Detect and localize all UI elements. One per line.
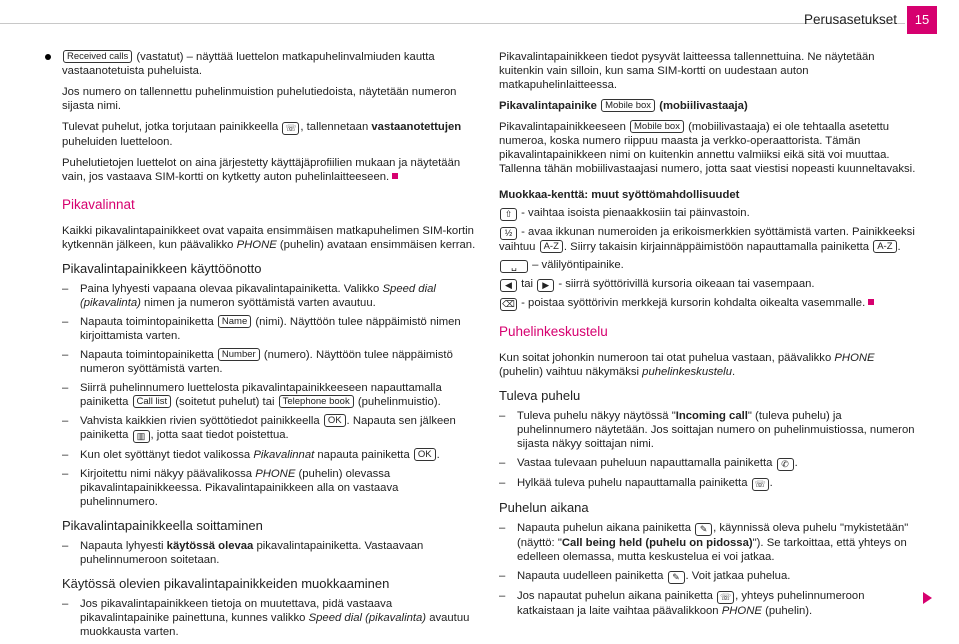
subheading-during-call: Puhelun aikana [499,500,589,515]
page-number: 15 [907,6,937,34]
cursor-row: ◀ tai ▶ - siirrä syöttörivillä kursoria oikeaan tai vasempaan. [499,277,917,292]
backspace-row: ⌫ - poistaa syöttörivin merkkejä kursorin kohdalta oikealta vasemmalle. [499,296,917,311]
ok-key: OK [414,448,436,461]
list-item: – Napauta puhelun aikana painiketta ✎ , käynnissä oleva puhelu "mykistetään" (näyttö: "Call being held (puhelu on pidossa)"). Se tarkoittaa, että yhteys on edelleen olemassa, mutta keskustelua ei voi jatkaa. [499,521,917,564]
end-of-section-marker [868,299,874,305]
name-key: Name [218,315,251,328]
list-item: – Napauta uudelleen painiketta ✎ . Voit jatkaa puhelua. [499,569,917,584]
list-item: – Jos pikavalintapainikkeen tietoja on muutettava, pidä vastaava pikavalintapainike painettuna, kunnes valikko Speed dial (pikavalinta) avautuu muokkausta varten. [62,597,479,639]
list-item: – Vastaa tulevaan puheluun napauttamalla painiketta ✆ . [499,456,917,471]
section-heading-puhelinkeskustelu: Puhelinkeskustelu [499,324,608,339]
subheading-input-options: Muokkaa-kenttä: muut syöttömahdollisuudet [499,189,740,201]
a-z-key: A-Z [873,240,896,253]
subheading-calling: Pikavalintapainikkeella soittaminen [62,518,263,533]
list-item: – Napauta toimintopainiketta Name (nimi). Näyttöön tulee näppäimistö nimen kirjoittamista varten. [62,315,479,343]
phone-hangup-icon: ☏ [282,122,299,135]
mobile-box-key: Mobile box [601,99,655,112]
mute-icon: ✎ [695,523,712,536]
space-row: ␣ – välilyöntipainike. [499,258,917,273]
list-item: – Tuleva puhelu näkyy näytössä "Incoming call" (tuleva puhelu) ja puhelinnumero näytetään. Jos soittajan numero on puhelinmuistiossa, numeron sijasta näkyy soittajan nimi. [499,409,917,451]
backspace-icon: ⌫ [500,298,517,311]
a-z-key: A-Z [540,240,563,253]
list-item: – Kun olet syöttänyt tiedot valikossa Pikavalinnat napauta painiketta OK . [62,448,479,462]
number-key: Number [218,348,260,361]
space-bar-icon: ␣ [500,260,528,273]
mobile-box-paragraph: Pikavalintapainikkeeseen Mobile box (mobiilivastaaja) ei ole tehtaalla asetettu numeroa, koska numero riippuu maasta ja verkko-operaattorista. Tämän pikavalintapainikkeen nimi on kuitenkin annettu valmiiksi eikä sitä voi muuttaa. Tallenna tähän mobiilivastaajasi numero, jotta saat viestisi nopeasti kuunneltavaksi. [499,121,916,175]
right-column [499,50,917,623]
list-item: – Jos napautat puhelun aikana painiketta ☏ , yhteys puhelinnumeroon katkaistaan ja laite vaihtaa päävalikkoon PHONE (puhelin). [499,589,917,618]
subheading-setup: Pikavalintapainikkeen käyttöönotto [62,261,262,276]
numeric-row: ½ - avaa ikkunan numeroiden ja erikoismerkkien syöttämistä varten. Painikkeeksi vaihtuu A-Z . Siirry takaisin kirjainnäppäimistöön napauttamalla painiketta A-Z . [499,226,915,253]
shift-arrow-icon: ⇧ [500,208,517,221]
right-arrow-icon: ▶ [537,279,554,292]
sim-storage-paragraph: Pikavalintapainikkeen tiedot pysyvät laitteessa tallennettuina. Ne näytetään kuitenkin vain silloin, kun sama SIM-kortti on uudestaan auton matkapuhelinlaitteessa. [499,51,875,91]
trash-icon: ▥ [133,430,150,443]
received-calls-key: Received calls [63,50,132,63]
left-arrow-icon: ◀ [500,279,517,292]
subheading-editing: Käytössä olevien pikavalintapainikkeiden muokkaaminen [62,576,390,591]
ok-key: OK [324,414,346,427]
mobile-box-heading: Pikavalintapainike Mobile box (mobiilivastaaja) [499,100,748,112]
rejected-calls-paragraph: Tulevat puhelut, jotka torjutaan painikkeella ☏ , tallennetaan vastaanotettujen puheluiden luetteloon. [62,121,462,148]
list-item: – Siirrä puhelinnumero luettelosta pikavalintapainikkeeseen napauttamalla painiketta Call list (soitetut puhelut) tai Telephone book (puhelinmuistio). [62,381,479,409]
mute-icon: ✎ [668,571,685,584]
next-page-arrow-icon [923,592,932,604]
phone-hangup-icon: ☏ [752,478,769,491]
subheading-incoming: Tuleva puhelu [499,388,581,403]
numeric-keys-icon: ½ [500,227,517,240]
end-of-section-marker [392,173,398,179]
list-item: – Paina lyhyesti vapaana olevaa pikavalintapainiketta. Valikko Speed dial (pikavalinta) nimen ja numeron syöttämistä varten avautuu. [62,282,479,310]
left-column [62,50,479,644]
section-heading-pikavalinnat: Pikavalinnat [62,197,135,212]
phone-hangup-icon: ☏ [717,591,734,604]
phone-accept-icon: ✆ [777,458,794,471]
running-header-title: Perusasetukset [803,12,897,27]
list-item: – Vahvista kaikkien rivien syöttötiedot painikkeella OK . Napauta sen jälkeen painiketta ▥ , jotta saat tiedot poistettua. [62,414,479,443]
header-rule [0,23,905,24]
telephone-book-key: Telephone book [279,395,354,408]
list-item: – Napauta lyhyesti käytössä olevaa pikavalintapainiketta. Vastaavaan puhelinnumeroon soitetaan. [62,539,479,567]
conversation-intro: Kun soitat johonkin numeroon tai otat puhelua vastaan, päävalikko PHONE (puhelin) vaihtuu näkymäksi puhelinkeskustelu. [499,352,875,378]
list-item: – Hylkää tuleva puhelu napauttamalla painiketta ☏ . [499,476,917,491]
shift-row: ⇧ - vaihtaa isoista pienaakkosiin tai päinvastoin. [499,206,917,221]
received-calls-paragraph: Received calls (vastatut) – näyttää luettelon matkapuhelinvalmiuden kautta vastaanotetuista puheluista. [62,50,479,78]
list-item: – Napauta toimintopainiketta Number (numero). Näyttöön tulee näppäimistö numeron syöttämistä varten. [62,348,479,376]
call-list-key: Call list [133,395,172,408]
profile-lists-paragraph: Puhelutietojen luettelot on aina järjestetty käyttäjäprofiilien mukaan ja näytetään vain, jos vastaava SIM-kortti on kytketty auton puhelinlaitteeseen. [62,157,461,183]
phonebook-name-paragraph: Jos numero on tallennettu puhelinmuistion puhelutiedoista, näytetään numeron sijasta nimi. [62,86,457,112]
mobile-box-key: Mobile box [630,120,684,133]
list-item: – Kirjoitettu nimi näkyy päävalikossa PHONE (puhelin) olevassa pikavalintapainikkeessa. Pikavalintapainikkeen alla on vastaava puhelinnumero. [62,467,479,509]
speed-dial-intro: Kaikki pikavalintapainikkeet ovat vapaita ensimmäisen matkapuhelimen SIM-kortin kytkennän jälkeen, kun päävalikko PHONE (puhelin) avataan ensimmäisen kerran. [62,225,476,251]
